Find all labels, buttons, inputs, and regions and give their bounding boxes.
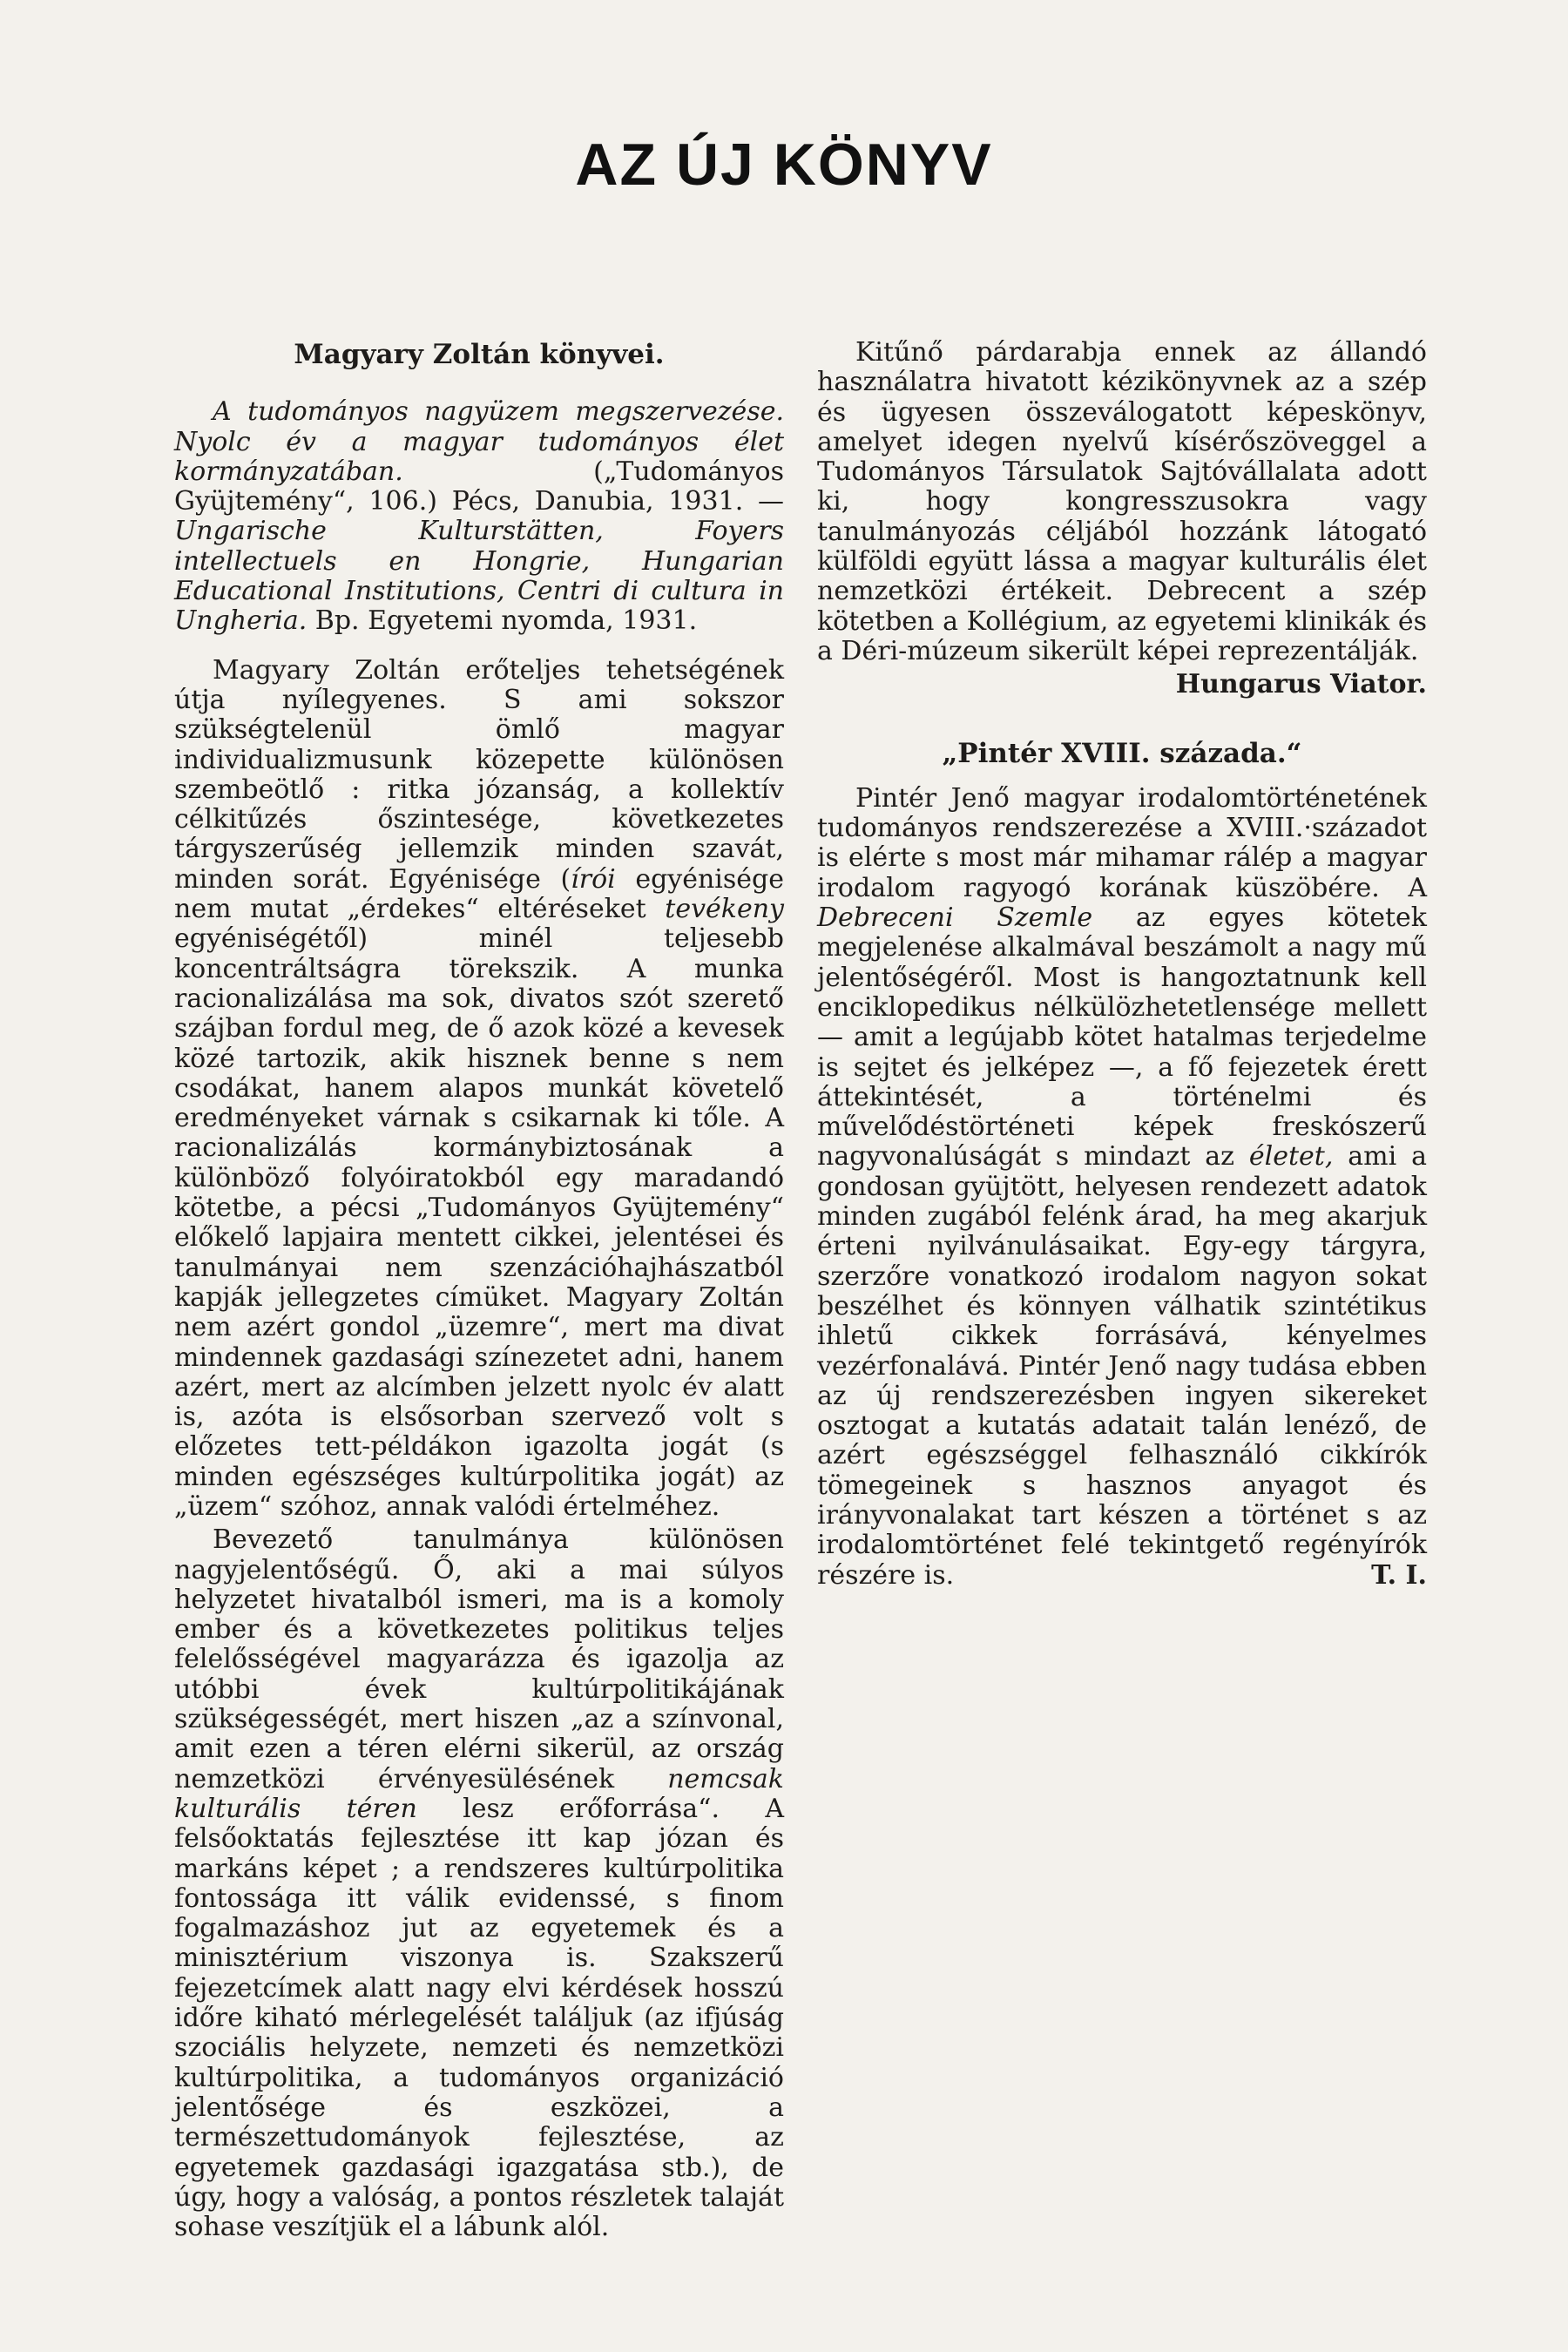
review1-paragraph-3: Kitűnő párdarabja ennek az állandó használatra hivatott kézikönyvnek az a szép és ügyesen összeválogatott képeskönyv, amelyet idegen nyelvű kísérőszöveggel a Tudományos Társulatok Sajtóvállalata adott ki, hogy kongresszusokra vagy tanulmányozás céljából hozzánk látogató külföldi együtt lássa a magyar kulturális élet nemzetközi értékeit. Debrecent a szép kötetben a Kollégium, az egyetemi klinikák és a Déri-múzeum sikerült képei reprezentálják. bbox=[817, 337, 1427, 666]
book-title-2: Ungarische Kulturstätten, Foyers intellectuels en Hongrie, Hungarian Educational Institutions, Centri di cultura in Ungheria. bbox=[174, 516, 784, 637]
review2-heading: „Pintér XVIII. százada.“ bbox=[942, 737, 1302, 769]
book-title-1: A tudományos nagyüzem megszervezése. Nyolc év a magyar tudományos élet kormányzatában. bbox=[174, 396, 784, 487]
review1-heading: Magyary Zoltán könyvei. bbox=[294, 339, 665, 370]
review1-signature: Hungarus Viator. bbox=[1175, 669, 1427, 700]
review1-paragraph-2: Bevezető tanulmánya különösen nagyjelentőségű. Ő, aki a mai súlyos helyzetet hivatalból ismeri, ma is a komoly ember és a következetes politikus teljes felelősségével magyarázza és igazolja az utóbbi évek kultúrpolitikájának szükségességét, mert hiszen „az a színvonal, amit ezen a téren elérni sikerül, az ország nemzetközi érvényesülésének nemcsak kulturális téren lesz erőforrása“. A felsőoktatás fejlesztése itt kap józan és markáns képet ; a rendszeres kultúrpolitika fontossága itt válik evidenssé, s finom fogalmazáshoz jut az egyetemek és a minisztérium viszonya is. Szakszerű fejezetcímek alatt nagy elvi kérdések hosszú időre kiható mérlegelését találjuk (az ifjúság szociális helyzete, nemzeti és nemzetközi kultúrpolitika, a tudományos organizáció jelentősége és eszközei, a természettudományok fejlesztése, az egyetemek gazdasági igazgatása stb.), de úgy, hogy a valóság, a pontos részletek talaját sohase veszítjük el a lábunk alól. bbox=[174, 1524, 785, 2243]
left-column bbox=[174, 338, 784, 2242]
book-series-1: („Tudományos Gyüjtemény“, 106.) Pécs, Danubia, 1931. — bbox=[174, 456, 784, 517]
review1-paragraph-1: Magyary Zoltán erőteljes tehetségének útja nyílegyenes. S ami sokszor szükségtelenül ömlő magyar individualizmusunk közepette különösen szembeötlő : ritka józanság, a kollektív célkitűzés őszintesége, következetes tárgyszerűség jellemzik minden szavát, minden sorát. Egyénisége (írói egyénisége nem mutat „érdekes“ eltéréseket tevékeny egyéniségétől) minél teljesebb koncentráltságra törekszik. A munka racionalizálása ma sok, divatos szót szerető szájban fordul meg, de ő azok közé a kevesek közé tartozik, akik hisznek benne s nem csodákat, hanem alapos munkát követelő eredményeket várnak s csikarnak ki tőle. A racionalizálás kormánybiztosának a különböző folyóiratokból egy maradandó kötetbe, a pécsi „Tudományos Gyüjtemény“ előkelő lapjaira mentett cikkei, jelentései és tanulmányai nem szenzációhajhászatból kapják jellegzetes címüket. Magyary Zoltán nem azért gondol „üzemre“, mert ma divat mindennek gazdasági színezetet adni, hanem azért, mert az alcímben jelzett nyolc év alatt is, azóta is elsősorban szervező volt s előzetes tett-példákon igazolta jogát (s minden egészséges kultúrpolitika jogát) az „üzem“ szóhoz, annak valódi értelméhez. bbox=[174, 654, 784, 1522]
review2-signature: T. I. bbox=[1371, 1559, 1427, 1591]
page-title: AZ ÚJ KÖNYV bbox=[575, 132, 993, 198]
right-column bbox=[817, 338, 1427, 1591]
review1-bibliography bbox=[174, 397, 784, 636]
book-publisher-2: Bp. Egyetemi nyomda, 1931. bbox=[314, 605, 698, 637]
review2-paragraph-1: Pintér Jenő magyar irodalomtörténetének tudományos rendszerezése a XVIII.·századot is elérte s most már mihamar rálép a magyar irodalom ragyogó korának küszöbére. A Debreceni Szemle az egyes kötetek megjelenése alkalmával beszámolt a nagy mű jelentőségéről. Most is hangoztatnunk kell enciklopedikus nélkülözhetetlensége mellett — amit a legújabb kötet hatalmas terjedelme is sejtet és jelképez —, a fő fejezetek érett áttekintését, a történelmi és művelődéstörténeti képek freskószerű nagyvonalúságát s mindazt az életet, ami a gondosan gyüjtött, helyesen rendezett adatok minden zugából felénk árad, ha meg akarjuk érteni nyilvánulásaikat. Egy-egy tárgyra, szerzőre vonatkozó irodalom nagyon sokat beszélhet és könnyen válhatik szintétikus ihletű cikkek forrásává, kényelmes vezérfonalává. Pintér Jenő nagy tudása ebben az új rendszerezésben ingyen sikereket osztogat a kutatás adatait talán lenéző, de azért egészséggel felhasználó cikkírók tömegeinek s hasznos anyagot és irányvonalakat tart készen a történet s az irodalomtörténet felé tekintgető regényírók részére is. T. I. bbox=[817, 782, 1428, 1591]
